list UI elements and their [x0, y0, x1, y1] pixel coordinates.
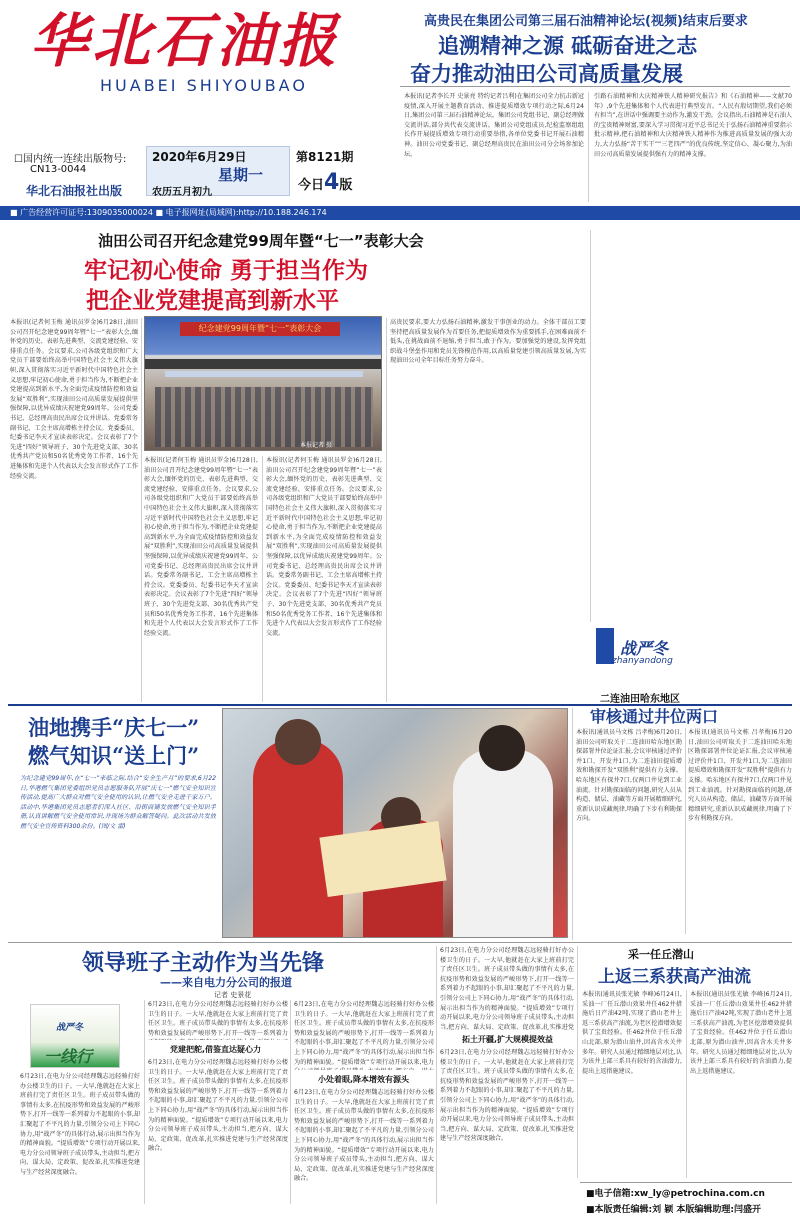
frontline-logo-small: 战严冬: [56, 1023, 84, 1033]
leadership-body-3: 6月23日,在电力分公司经理魏志远轻骑打好办公楼卫生的日子。一大早,他就赶在大家上班前打完了责任区卫生。班子成员带头做的事情有太多,在抗疫形势和效益发展的严峻形势下,打开一线等一系列着力不起眼的小事,却汇聚起了不平凡的力量,引领分公司上下同心协力,用“战严冬”的具体行动,展示出担当作为的精神面貌。“提质增效”专项行动开展以来,电力分公司领导班子成员带头,主动担当,把方向、谋大局、定政策、促改革,扎实推进党建与生产经营深度融合。: [148, 1059, 288, 1153]
leadership-title: 领导班子主动作为当先锋: [82, 950, 325, 976]
well-story-kicker: 二连油田哈东地区: [600, 694, 680, 705]
top-story-title-2: 奋力推动油田公司高质量发展: [410, 61, 683, 86]
leadership-subhead-3: 拓土开疆,扩大规模提效益: [462, 1035, 554, 1044]
leadership-body-5: 6月23日,在电力分公司经理魏志远轻骑打好办公楼卫生的日子。一大早,他就赶在大家上班前打完了责任区卫生。班子成员带头做的事情有太多,在抗疫形势和效益发展的严峻形势下,打开一线等一系列着力不起眼的小事,却汇聚起了不平凡的力量,引领分公司上下同心协力,用“战严冬”的具体行动,展示出担当作为的精神面貌。“提质增效”专项行动开展以来,电力分公司领导班子成员带头,主动担当,把方向、谋大局、定政策、促改革,扎实推进党建与生产经营深度融合。: [294, 1089, 434, 1183]
right-column-body: 引路石油精神和大庆精神铁人精神研究报告》和《石油精神——文献70年》,9个先进集体和个人代表进行典型发言。“人民有殷切期望,我们必须有担当”,在讲话中强调要主动作为,激发干劲。会议指出,石油精神是石油人的宝贵精神财富,要深入学习贯彻习近平总书记关于弘扬石油精神重要指示批示精神,把石油精神和大庆精神铁人精神作为推进高质量发展的强大动力,大力弘扬“苦干实干”“三老四严”的优良传统,坚定信心、凝心聚力,为油田公司高质量发展提供强有力的精神支撑。: [594, 93, 792, 158]
leadership-body-1: 6月23日,在电力分公司经理魏志远轻骑打好办公楼卫生的日子。一大早,他就赶在大家上班前打完了责任区卫生。班子成员带头做的事情有太多,在抗疫形势和效益发展的严峻形势下,打开一线等一系列着力不起眼的小事,却汇聚起了不平凡的力量,引领分公司上下同心协力,用“战严冬”的具体行动,展示出担当作为的精神面貌。“提质增效”专项行动开展以来,电力分公司领导班子成员带头,主动担当,把方向、谋大局、定政策、促改革,扎实推进党建与生产经营深度融合。: [20, 1073, 140, 1176]
leadership-subtitle: ——来自电力分公司的报道: [160, 976, 292, 989]
oil-flow-body-2: 本报讯(通讯员张光敏 李峰)6月24日,采油一厂任丘潜山效果井任462井措施后日产油42吨,实现了潜山老井上返三系获高产油流,为老区挖潜增效提供了宝贵经验。任462井位于任丘潜山北部,原为潜山油井,因高含水关井多年。研究人员通过精细地层对比,认为该井上部三系具有较好的含油潜力,提出上返措施建议。: [690, 991, 792, 1075]
publisher: 华北石油报社出版: [26, 184, 123, 198]
page-count: 今日4版: [298, 170, 353, 195]
oil-flow-title: 上返三系获高产油流: [598, 967, 751, 987]
campaign-pinyin: zhanyandong: [612, 656, 673, 666]
feature-body: 为纪念建党99周年,在“七一”来临之际,结合“安全生产月”的要求,6月22日,华港燃气集团党委组织党员志愿服务队开展“庆七一”燃气安全知识宣传活动,提高广大群众对燃气安全使用的认识,让燃气安全走进千家万户。活动中,华港集团党员志愿者们深入社区、沿街商铺发放燃气安全知识手册,认真讲解燃气安全使用常识,并现场为群众解答疑问。此次活动共发放燃气安全宣传资料300余份。(图/文 雷): [20, 775, 216, 830]
masthead-logo: 华北石油报: [30, 7, 341, 75]
leadership-subhead-2: 小处着眼,降本增效有源头: [318, 1075, 410, 1084]
top-story-body: 本报讯(记者李长开 史景亮 特约记者吕利)在集团公司全力抗击新冠疫情,深入开展主题教育活动、推进提质增效专项行动之际,6月24日,集团公司第三届石油精神论坛。集团公司党组书记、副总经理做交流讲话,部分共代表交流讲话。集团公司党组成员,纪检监察组组长作开展提质增效专项行动重要举措,各单位党委书记开展石油精神。油田公司党委书记、副总经理高贵民在油田公司分会场参加论坛。: [404, 93, 584, 158]
footer-email: ■电子信箱:xw_ly@petrochina.com.cn: [586, 1189, 765, 1199]
contact-bar: ■ 广告经营许可证号:1309035000024 ■ 电子报网址(局域网):http://10.188.246.174: [0, 206, 800, 220]
leadership-byline: 记者 史景花: [214, 991, 252, 999]
main-story-body-3: 本报讯(记者何玉梅 通讯员罗金)6月28日,油田公司召开纪念建党99周年暨“七一”表彰大会,缅怀党的历史、表彰先进典型、交流党建经验、安排重点任务。会议要求,公司各级党组织和广大党员干部要始终高举中国特色社会主义伟大旗帜,深入贯彻落实习近平新时代中国特色社会主义思想,牢记初心使命,勇于担当作为,不断把企业党建提高到新水平,为全面完成疫情防控和效益发展“双胜利”,实现油田公司高质量发展提供坚强保障,以优异成绩庆祝建党99周年。公司党委书记、总经理高贵民出席会议并讲话。党委常务副书记、工会主席高增栋主持会议。党委委员、纪委书记李天才宣读表彰决定。会议表彰了7个先进“四好”领导班子、30个先进党支部、30名优秀共产党员和50名优秀党务工作者、16个先进集体和先进个人代表以大会发言形式作了工作经验交流。: [266, 457, 382, 637]
main-story-title-1: 牢记初心使命 勇于担当作为: [84, 257, 369, 284]
weekday: 星期一: [218, 166, 264, 184]
top-story-title-1: 追溯精神之源 砥砺奋进之志: [438, 33, 698, 58]
leadership-subhead-1: 党建把舵,借鉴直达疑心力: [170, 1045, 262, 1054]
main-story-body: 本报讯(记者何玉梅 通讯员罗金)6月28日,油田公司召开纪念建党99周年暨“七一”表彰大会,缅怀党的历史、表彰先进典型、交流党建经验、安排重点任务。会议要求,公司各级党组织和广大党员干部要始终高举中国特色社会主义伟大旗帜,深入贯彻落实习近平新时代中国特色社会主义思想,牢记初心使命,勇于担当作为,不断把企业党建提高到新水平,为全面完成疫情防控和效益发展“双胜利”,实现油田公司高质量发展提供坚强保障,以优异成绩庆祝建党99周年。公司党委书记、总经理高贵民出席会议并讲话。党委常务副书记、工会主席高增栋主持会议。党委委员、纪委书记李天才宣读表彰决定。会议表彰了7个先进“四好”领导班子、30个先进党支部、30名优秀共产党员和50名优秀党务工作者、16个先进集体和先进个人代表以大会发言形式作了工作经验交流。: [10, 319, 138, 480]
well-story-title: 审核通过井位两口: [590, 707, 719, 726]
footer-editors: ■本版责任编辑:刘 颖 本版编辑助理:闫盛开: [586, 1205, 761, 1215]
well-story-body-2: 本报讯(通讯员马文栋 吕孝梅)6月20日,油田公司听取关于二连油田哈东地区勘探部署井位论证汇报,会议审核通过评价井1口、开发井1口,为二连油田提质增效和勘探开发“双胜利”提供有力支撑。哈东地区有探井7口,仅两口井见到工业油流。针对勘探面临的问题,研究人员从构造、储层、油藏等方面开展精细研究,重新认识成藏规律,明确了下步有利勘探方向。: [688, 729, 792, 823]
feature-title-2: 燃气知识“送上门”: [28, 743, 200, 768]
feature-title-1: 油地携手“庆七一”: [28, 715, 200, 740]
main-story-kicker: 油田公司召开纪念建党99周年暨“七一”表彰大会: [98, 232, 424, 250]
well-story-body: 本报讯(通讯员马文栋 吕孝梅)6月20日,油田公司听取关于二连油田哈东地区勘探部署井位论证汇报,会议审核通过评价井1口、开发井1口,为二连油田提质增效和勘探开发“双胜利”提供有力支撑。哈东地区有探井7口,仅两口井见到工业油流。针对勘探面临的问题,研究人员从构造、储层、油藏等方面开展精细研究,重新认识成藏规律,明确了下步有利勘探方向。: [576, 729, 682, 823]
issue-date: 2020年6月29日: [152, 150, 247, 164]
cn-code: CN13-0044: [30, 164, 87, 175]
oil-flow-kicker: 采一任丘潜山: [628, 948, 694, 961]
oil-flow-body: 本报讯(通讯员张光敏 李峰)6月24日,采油一厂任丘潜山效果井任462井措施后日产油42吨,实现了潜山老井上返三系获高产油流,为老区挖潜增效提供了宝贵经验。任462井位于任丘潜山北部,原为潜山油井,因高含水关井多年。研究人员通过精细地层对比,认为该井上部三系具有较好的含油潜力,提出上返措施建议。: [582, 991, 682, 1075]
leadership-body-6: 6月23日,在电力分公司经理魏志远轻骑打好办公楼卫生的日子。一大早,他就赶在大家上班前打完了责任区卫生。班子成员带头做的事情有太多,在抗疫形势和效益发展的严峻形势下,打开一线等一系列着力不起眼的小事,却汇聚起了不平凡的力量,引领分公司上下同心协力,用“战严冬”的具体行动,展示出担当作为的精神面貌。“提质增效”专项行动开展以来,电力分公司领导班子成员带头,主动担当,把方向、谋大局、定政策、促改革,扎实推进党: [440, 947, 574, 1030]
main-story-body-4: 高贵民要求,要大力弘扬石油精神,激发干事创业的动力。全体干部员工要坚持把高质量发展作为首要任务,把提质增效作为重要抓手,在困难面前不低头,在挑战面前不退缩,勇于担当,敢于作为。要加强党的建设,发挥党组织战斗堡垒作用和党员先锋模范作用,以高质量党建引领高质量发展,为实现油田公司全年目标任务努力奋斗。: [390, 319, 586, 365]
leadership-body-4: 6月23日,在电力分公司经理魏志远轻骑打好办公楼卫生的日子。一大早,他就赶在大家上班前打完了责任区卫生。班子成员带头做的事情有太多,在抗疫形势和效益发展的严峻形势下,打开一线等一系列着力不起眼的小事,却汇聚起了不平凡的力量,引领分公司上下同心协力,用“战严冬”的具体行动,展示出担当作为的精神面貌。“提质增效”专项行动开展以来,电力: [294, 1001, 434, 1066]
frontline-logo-title: 一线行: [44, 1047, 93, 1066]
main-story-body-2: 本报讯(记者何玉梅 通讯员罗金)6月28日,油田公司召开纪念建党99周年暨“七一”表彰大会,缅怀党的历史、表彰先进典型、交流党建经验、安排重点任务。会议要求,公司各级党组织和广大党员干部要始终高举中国特色社会主义伟大旗帜,深入贯彻落实习近平新时代中国特色社会主义思想,牢记初心使命,勇于担当作为,不断把企业党建提高到新水平,为全面完成疫情防控和效益发展“双胜利”,实现油田公司高质量发展提供坚强保障,以优异成绩庆祝建党99周年。公司党委书记、总经理高贵民出席会议并讲话。党委常务副书记、工会主席高增栋主持会议。党委委员、纪委书记李天才宣读表彰决定。会议表彰了7个先进“四好”领导班子、30个先进党支部、30名优秀共产党员和50名优秀党务工作者、16个先进集体和先进个人代表以大会发言形式作了工作经验交流。: [144, 457, 258, 637]
issue-number: 第8121期: [296, 150, 354, 164]
leadership-body-7: 6月23日,在电力分公司经理魏志远轻骑打好办公楼卫生的日子。一大早,他就赶在大家上班前打完了责任区卫生。班子成员带头做的事情有太多,在抗疫形势和效益发展的严峻形势下,打开一线等一系列着力不起眼的小事,却汇聚起了不平凡的力量,引领分公司上下同心协力,用“战严冬”的具体行动,展示出担当作为的精神面貌。“提质增效”专项行动开展以来,电力分公司领导班子成员带头,主动担当,把方向、谋大局、定政策、促改革,扎实推进党建与生产经营深度融合。: [440, 1049, 574, 1143]
leadership-body-2: 6月23日,在电力分公司经理魏志远轻骑打好办公楼卫生的日子。一大早,他就赶在大家上班前打完了责任区卫生。班子成员带头做的事情有太多,在抗疫形势和效益发展的严峻形势下,打开一线等一系列着力: [148, 1001, 288, 1037]
top-story-kicker: 高贵民在集团公司第三届石油精神论坛(视频)结束后要求: [424, 14, 748, 29]
photo-caption: 本报记者 摄: [300, 442, 332, 449]
checkbox-icon: ☐: [14, 154, 23, 165]
cn-code-label: ☐国内统一连续出版物号:: [14, 154, 127, 165]
main-story-title-2: 把企业党建提高到新水平: [86, 287, 339, 314]
masthead-pinyin: HUABEI SHIYOUBAO: [100, 76, 308, 95]
meeting-photo: [144, 316, 382, 451]
campaign-title: 战严冬: [620, 639, 669, 658]
meeting-banner: 纪念建党99周年暨“七一”表彰大会: [180, 322, 340, 336]
lunar-date: 农历五月初九: [152, 187, 212, 198]
feature-photo: [222, 708, 568, 938]
